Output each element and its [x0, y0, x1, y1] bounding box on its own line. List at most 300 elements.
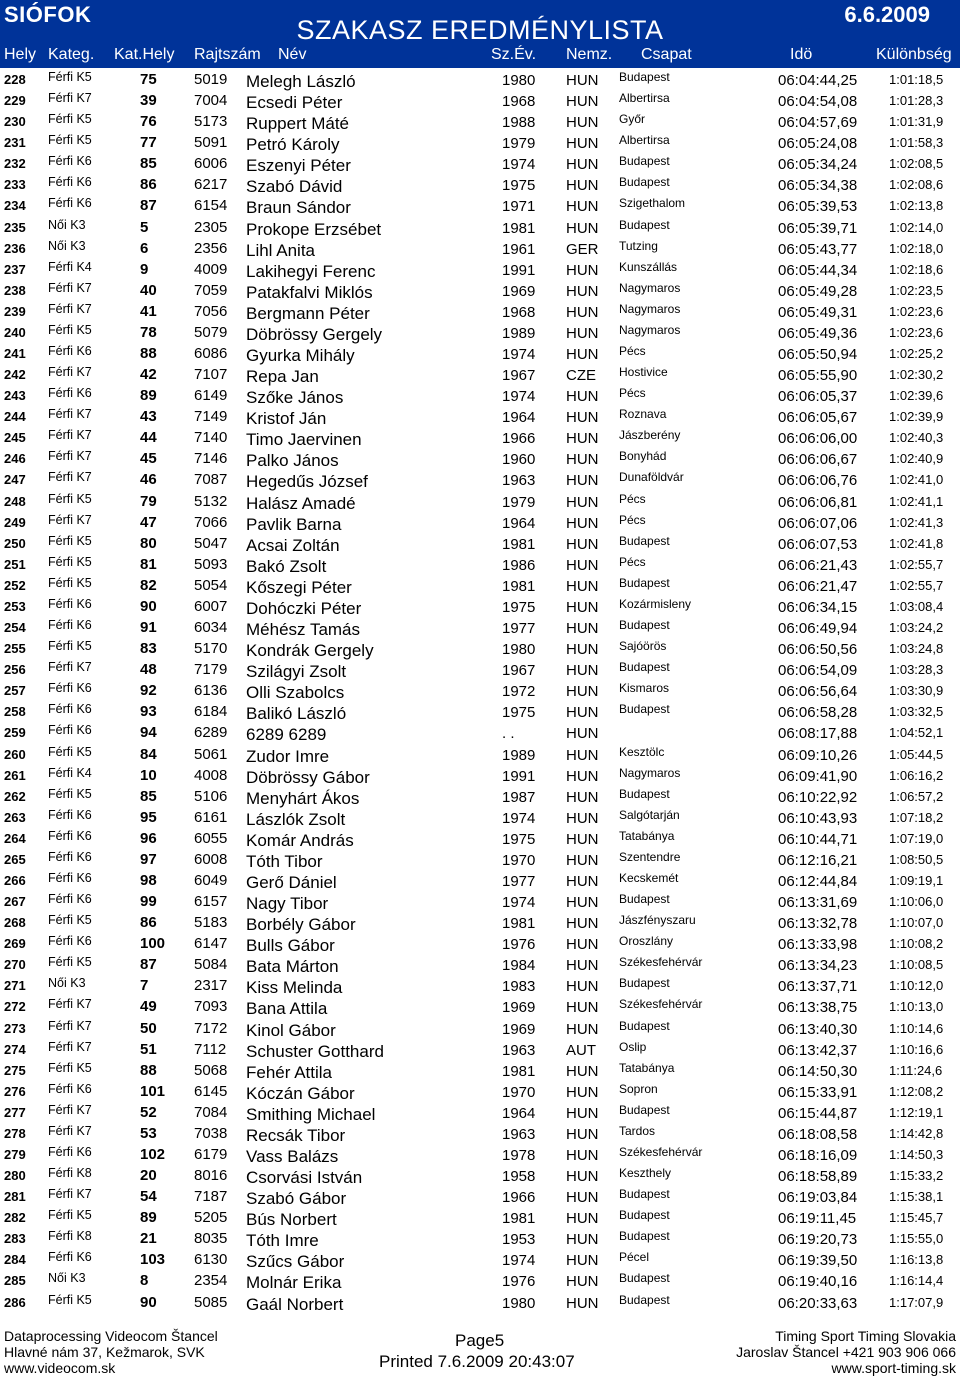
bib-number: 7172: [194, 1019, 228, 1037]
birth-year: 1981: [502, 535, 536, 553]
category-place: 46: [140, 471, 157, 489]
category: Női K3: [48, 1271, 86, 1286]
time-difference: 1:02:23,6: [889, 324, 944, 340]
nationality: HUN: [566, 72, 599, 89]
place: 267: [4, 894, 26, 910]
place: 278: [4, 1125, 26, 1141]
time-difference: 1:15:38,1: [889, 1189, 944, 1205]
category: Férfi K6: [48, 1144, 92, 1159]
category-place: 100: [140, 935, 166, 953]
place: 260: [4, 746, 26, 762]
club: Budapest: [619, 1271, 670, 1286]
table-row: [0, 1059, 960, 1080]
finish-time: 06:19:39,50: [778, 1252, 858, 1270]
birth-year: 1972: [502, 683, 536, 701]
place: 250: [4, 535, 26, 551]
birth-year: 1953: [502, 1231, 536, 1249]
club: Székesfehérvár: [619, 1144, 703, 1159]
time-difference: 1:07:19,0: [889, 830, 944, 846]
nationality: HUN: [566, 219, 599, 237]
category: Férfi K5: [48, 554, 92, 569]
table-row: [0, 848, 960, 869]
place: 285: [4, 1273, 26, 1289]
nationality: HUN: [566, 493, 599, 511]
finish-time: 06:05:49,31: [778, 303, 858, 321]
finish-time: 06:18:08,58: [778, 1125, 858, 1143]
club: Keszthely: [619, 1166, 672, 1181]
bib-number: 5019: [194, 71, 228, 88]
nationality: HUN: [566, 704, 599, 722]
club: Bonyhád: [619, 449, 667, 464]
place: 265: [4, 851, 26, 867]
page-title: SZAKASZ EREDMÉNYLISTA: [296, 15, 664, 45]
club: Budapest: [619, 1208, 670, 1223]
place: 272: [4, 999, 26, 1015]
birth-year: 1961: [502, 240, 536, 258]
table-row: [0, 405, 960, 429]
finish-time: 06:05:34,24: [778, 156, 858, 174]
bib-number: 6130: [194, 1251, 228, 1269]
category-place: 86: [140, 176, 157, 194]
bib-number: 7187: [194, 1188, 228, 1206]
club: Albertirsa: [619, 91, 670, 106]
birth-year: 1963: [502, 1041, 536, 1059]
bib-number: 6008: [194, 850, 228, 868]
place: 239: [4, 303, 26, 319]
table-row: [0, 490, 960, 511]
category: Férfi K7: [48, 449, 92, 464]
birth-year: 1970: [502, 851, 536, 869]
table-row: [0, 384, 960, 408]
time-difference: 1:02:40,9: [889, 451, 944, 467]
category-place: 40: [140, 281, 157, 299]
finish-time: 06:06:06,67: [778, 451, 858, 469]
club: Budapest: [619, 575, 670, 590]
category-place: 85: [140, 787, 157, 805]
finish-time: 06:10:22,92: [778, 788, 858, 806]
nationality: HUN: [566, 388, 599, 406]
table-row: [0, 553, 960, 574]
club: Tatabánya: [619, 1060, 675, 1075]
category-place: 82: [140, 576, 157, 594]
category: Férfi K5: [48, 955, 92, 970]
category: Férfi K6: [48, 702, 92, 717]
table-row: [0, 637, 960, 661]
bib-number: 6289: [194, 724, 228, 742]
finish-time: 06:06:50,56: [778, 641, 858, 659]
nationality: HUN: [566, 114, 599, 132]
birth-year: 1977: [502, 872, 536, 890]
category: Férfi K5: [48, 913, 92, 928]
table-row: [0, 679, 960, 703]
birth-year: 1964: [502, 1104, 536, 1122]
athlete-name: Szilágyi Zsolt: [246, 662, 347, 682]
club: Tardos: [619, 1123, 656, 1138]
birth-year: 1981: [502, 219, 536, 237]
athlete-name: Ecsedi Péter: [246, 93, 343, 113]
nationality: GER: [566, 240, 599, 258]
finish-time: 06:14:50,30: [778, 1062, 858, 1080]
birth-year: 1977: [502, 620, 536, 638]
column-header-hely: Hely: [4, 46, 37, 63]
birth-year: 1969: [502, 282, 536, 300]
bib-number: 5106: [194, 787, 228, 805]
category-place: 48: [140, 661, 157, 679]
club: Budapest: [619, 618, 670, 633]
athlete-name: Halász Amadé: [246, 493, 356, 513]
bib-number: 2305: [194, 218, 228, 236]
table-row: [0, 511, 960, 532]
time-difference: 1:12:08,2: [889, 1083, 944, 1099]
club: Budapest: [619, 1018, 670, 1033]
category: Női K3: [48, 238, 86, 253]
club: Budapest: [619, 892, 670, 907]
finish-time: 06:15:33,91: [778, 1083, 858, 1101]
athlete-name: Kinol Gábor: [246, 1020, 336, 1040]
birth-year: 1989: [502, 324, 536, 342]
table-row: [0, 806, 960, 827]
nationality: HUN: [566, 556, 599, 574]
finish-time: 06:04:54,08: [778, 93, 858, 111]
nationality: HUN: [566, 1062, 599, 1080]
table-row: [0, 1185, 960, 1209]
nationality: HUN: [566, 598, 599, 616]
time-difference: 1:02:55,7: [889, 556, 944, 572]
athlete-name: Ruppert Máté: [246, 114, 349, 134]
category: Férfi K7: [48, 1102, 92, 1117]
birth-year: 1976: [502, 1273, 536, 1291]
finish-time: 06:05:50,94: [778, 346, 858, 364]
athlete-name: Bús Norbert: [246, 1210, 337, 1230]
nationality: HUN: [566, 1252, 599, 1270]
bib-number: 6179: [194, 1145, 228, 1163]
bib-number: 7146: [194, 450, 228, 468]
athlete-name: Patakfalvi Miklós: [246, 282, 373, 302]
table-row: [0, 216, 960, 237]
athlete-name: Lakihegyi Ferenc: [246, 261, 376, 281]
category: Férfi K5: [48, 1208, 92, 1223]
birth-year: 1975: [502, 177, 536, 195]
category-place: 99: [140, 893, 157, 911]
club: Pécs: [619, 344, 646, 359]
finish-time: 06:05:39,71: [778, 219, 858, 237]
finish-time: 06:06:21,47: [778, 577, 858, 595]
birth-year: 1979: [502, 493, 536, 511]
finish-time: 06:06:49,94: [778, 620, 858, 638]
place: 261: [4, 767, 26, 783]
bib-number: 6149: [194, 387, 228, 405]
club: Budapest: [619, 786, 670, 801]
bib-number: 7112: [194, 1040, 227, 1058]
category-place: 98: [140, 871, 157, 889]
athlete-name: Gyurka Mihály: [246, 346, 355, 366]
category-place: 77: [140, 134, 157, 152]
finish-time: 06:05:49,36: [778, 324, 858, 342]
time-difference: 1:02:30,2: [889, 367, 944, 383]
time-difference: 1:02:39,9: [889, 409, 944, 425]
bib-number: 5061: [194, 745, 228, 763]
category: Férfi K6: [48, 386, 92, 401]
finish-time: 06:06:07,53: [778, 535, 858, 553]
time-difference: 1:02:08,6: [889, 177, 944, 193]
category: Férfi K7: [48, 512, 92, 527]
club: Kismaros: [619, 681, 670, 696]
athlete-name: Palko János: [246, 451, 339, 471]
footer-right: [736, 1328, 956, 1376]
time-difference: 1:01:18,5: [889, 72, 944, 87]
category: Férfi K5: [48, 322, 92, 337]
nationality: HUN: [566, 346, 599, 364]
athlete-name: Timo Jaervinen: [246, 430, 362, 450]
place: 280: [4, 1168, 26, 1184]
category-place: 50: [140, 1019, 157, 1037]
finish-time: 06:06:05,67: [778, 409, 858, 427]
category-place: 78: [140, 323, 157, 341]
birth-year: 1974: [502, 809, 536, 827]
birth-year: 1983: [502, 978, 536, 996]
athlete-name: Döbrössy Gábor: [246, 767, 370, 787]
category: Férfi K5: [48, 575, 92, 590]
nationality: HUN: [566, 978, 599, 996]
category: Női K3: [48, 976, 86, 991]
club: Székesfehérvár: [619, 955, 703, 970]
category-place: 8: [140, 1272, 149, 1290]
bib-number: 2354: [194, 1272, 228, 1290]
club: Sopron: [619, 1081, 658, 1096]
table-row: [0, 279, 960, 300]
nationality: HUN: [566, 303, 599, 321]
column-header-ido: Idö: [790, 46, 813, 63]
finish-time: 06:06:21,43: [778, 556, 858, 574]
birth-year: 1976: [502, 936, 536, 954]
place: 241: [4, 346, 26, 362]
page-header: [0, 0, 960, 68]
time-difference: 1:02:41,8: [889, 535, 944, 551]
athlete-name: Borbély Gábor: [246, 915, 356, 935]
athlete-name: Kóczán Gábor: [246, 1083, 355, 1103]
club: Pécs: [619, 554, 646, 569]
nationality: HUN: [566, 1210, 599, 1228]
table-row: [0, 152, 960, 176]
birth-year: 1974: [502, 1252, 536, 1270]
finish-time: 06:19:11,45: [778, 1210, 857, 1228]
place: 284: [4, 1252, 26, 1268]
birth-year: 1963: [502, 1125, 536, 1143]
table-row: [0, 110, 960, 134]
column-header-kulonbseg: Különbség: [876, 46, 952, 63]
athlete-name: Nagy Tibor: [246, 894, 329, 914]
birth-year: 1975: [502, 704, 536, 722]
table-row: [0, 258, 960, 279]
nationality: HUN: [566, 788, 599, 806]
category-place: 90: [140, 597, 157, 615]
table-row: [0, 321, 960, 342]
nationality: HUN: [566, 1125, 599, 1143]
category-place: 88: [140, 1061, 157, 1079]
time-difference: 1:01:31,9: [889, 114, 944, 130]
place: 271: [4, 978, 26, 994]
category-place: 101: [140, 1082, 166, 1100]
athlete-name: Méhész Tamás: [246, 620, 361, 640]
category-place: 95: [140, 808, 157, 826]
table-row: [0, 89, 960, 113]
table-row: [0, 300, 960, 321]
event-city: SIÓFOK: [4, 2, 92, 27]
category: Férfi K6: [48, 154, 92, 169]
place: 252: [4, 577, 26, 593]
category-place: 6: [140, 239, 149, 257]
category: Férfi K6: [48, 892, 92, 907]
column-header-nev: Név: [278, 46, 307, 63]
time-difference: 1:02:13,8: [889, 198, 944, 214]
time-difference: 1:02:39,6: [889, 388, 944, 404]
time-difference: 1:11:24,6: [889, 1062, 943, 1078]
category-place: 89: [140, 1209, 157, 1227]
time-difference: 1:12:19,1: [889, 1104, 944, 1120]
finish-time: 06:06:06,00: [778, 430, 858, 448]
category-place: 85: [140, 155, 157, 173]
finish-time: 06:13:33,98: [778, 936, 858, 954]
nationality: AUT: [566, 1041, 596, 1059]
table-row: [0, 953, 960, 977]
category-place: 10: [140, 766, 157, 784]
finish-time: 06:08:17,88: [778, 725, 858, 743]
place: 269: [4, 936, 26, 952]
club: Pécs: [619, 512, 646, 527]
club: Budapest: [619, 533, 670, 548]
club: Tutzing: [619, 238, 658, 253]
athlete-name: Menyhárt Ákos: [246, 788, 360, 808]
category: Férfi K7: [48, 1039, 92, 1054]
category-place: 80: [140, 534, 157, 552]
time-difference: 1:15:55,0: [889, 1231, 944, 1247]
nationality: HUN: [566, 472, 599, 490]
time-difference: 1:10:08,2: [889, 936, 944, 952]
athlete-name: Olli Szabolcs: [246, 683, 345, 703]
place: 244: [4, 409, 26, 425]
table-row: [0, 1038, 960, 1059]
bib-number: 7056: [194, 302, 228, 320]
athlete-name: Bakó Zsolt: [246, 556, 327, 576]
category: Férfi K7: [48, 91, 92, 106]
birth-year: 1969: [502, 999, 536, 1017]
club: Tatabánya: [619, 828, 675, 843]
nationality: HUN: [566, 809, 599, 827]
athlete-name: Balikó László: [246, 704, 347, 724]
category: Férfi K6: [48, 807, 92, 822]
finish-time: 06:04:44,25: [778, 72, 858, 89]
category: Férfi K6: [48, 849, 92, 864]
table-row: [0, 785, 960, 806]
athlete-name: Kiss Melinda: [246, 978, 343, 998]
place: 274: [4, 1041, 26, 1057]
bib-number: 5054: [194, 576, 228, 594]
birth-year: 1964: [502, 409, 536, 427]
place: 238: [4, 282, 26, 298]
category: Férfi K8: [48, 1229, 92, 1244]
athlete-name: Gaál Norbert: [246, 1294, 344, 1314]
category: Férfi K6: [48, 175, 92, 190]
category-place: 91: [140, 619, 157, 637]
birth-year: 1987: [502, 788, 536, 806]
category-place: 43: [140, 408, 157, 426]
place: 275: [4, 1062, 26, 1078]
time-difference: 1:06:16,2: [889, 767, 944, 783]
nationality: HUN: [566, 1231, 599, 1249]
category: Férfi K7: [48, 407, 92, 422]
birth-year: . .: [502, 725, 515, 743]
bib-number: 7179: [194, 661, 228, 679]
finish-time: 06:06:06,76: [778, 472, 858, 490]
time-difference: 1:02:18,0: [889, 240, 944, 256]
bib-number: 5079: [194, 323, 228, 341]
place: 233: [4, 177, 26, 193]
club: Győr: [619, 112, 646, 127]
time-difference: 1:03:24,2: [889, 620, 944, 636]
club: Pécs: [619, 386, 646, 401]
bib-number: 7084: [194, 1103, 228, 1121]
athlete-name: Gerő Dániel: [246, 872, 337, 892]
bib-number: 6034: [194, 619, 228, 637]
category-place: 87: [140, 956, 157, 974]
category: Férfi K7: [48, 660, 92, 675]
club: Budapest: [619, 1102, 670, 1117]
finish-time: 06:19:40,16: [778, 1273, 858, 1291]
table-row: [0, 342, 960, 366]
category: Férfi K6: [48, 344, 92, 359]
athlete-name: Csorvási István: [246, 1168, 363, 1188]
bib-number: 6055: [194, 829, 228, 847]
category-place: 54: [140, 1188, 157, 1206]
nationality: CZE: [566, 367, 596, 385]
place: 266: [4, 872, 26, 888]
category: Férfi K6: [48, 681, 92, 696]
birth-year: 1989: [502, 746, 536, 764]
nationality: HUN: [566, 872, 599, 890]
place: 258: [4, 704, 26, 720]
table-row: [0, 68, 960, 89]
finish-time: 06:15:44,87: [778, 1104, 858, 1122]
place: 259: [4, 725, 26, 741]
athlete-name: 6289 6289: [246, 725, 327, 745]
bib-number: 6147: [194, 935, 228, 953]
bib-number: 5173: [194, 113, 228, 131]
table-row: [0, 911, 960, 935]
category: Férfi K5: [48, 786, 92, 801]
club: Budapest: [619, 660, 670, 675]
club: Szigethalom: [619, 196, 686, 211]
place: 243: [4, 388, 26, 404]
table-row: [0, 700, 960, 724]
club: Székesfehérvár: [619, 997, 703, 1012]
nationality: HUN: [566, 620, 599, 638]
place: 251: [4, 556, 26, 572]
time-difference: 1:02:14,0: [889, 219, 944, 235]
time-difference: 1:14:50,3: [889, 1146, 944, 1162]
place: 236: [4, 240, 26, 256]
bib-number: 6157: [194, 893, 228, 911]
finish-time: 06:06:58,28: [778, 704, 858, 722]
table-row: [0, 173, 960, 197]
athlete-name: Zudor Imre: [246, 746, 330, 766]
time-difference: 1:03:30,9: [889, 683, 944, 699]
place: 286: [4, 1294, 26, 1310]
table-row: [0, 764, 960, 785]
time-difference: 1:02:23,5: [889, 282, 944, 298]
time-difference: 1:02:55,7: [889, 577, 944, 593]
category-place: 49: [140, 998, 157, 1016]
athlete-name: Braun Sándor: [246, 198, 351, 218]
